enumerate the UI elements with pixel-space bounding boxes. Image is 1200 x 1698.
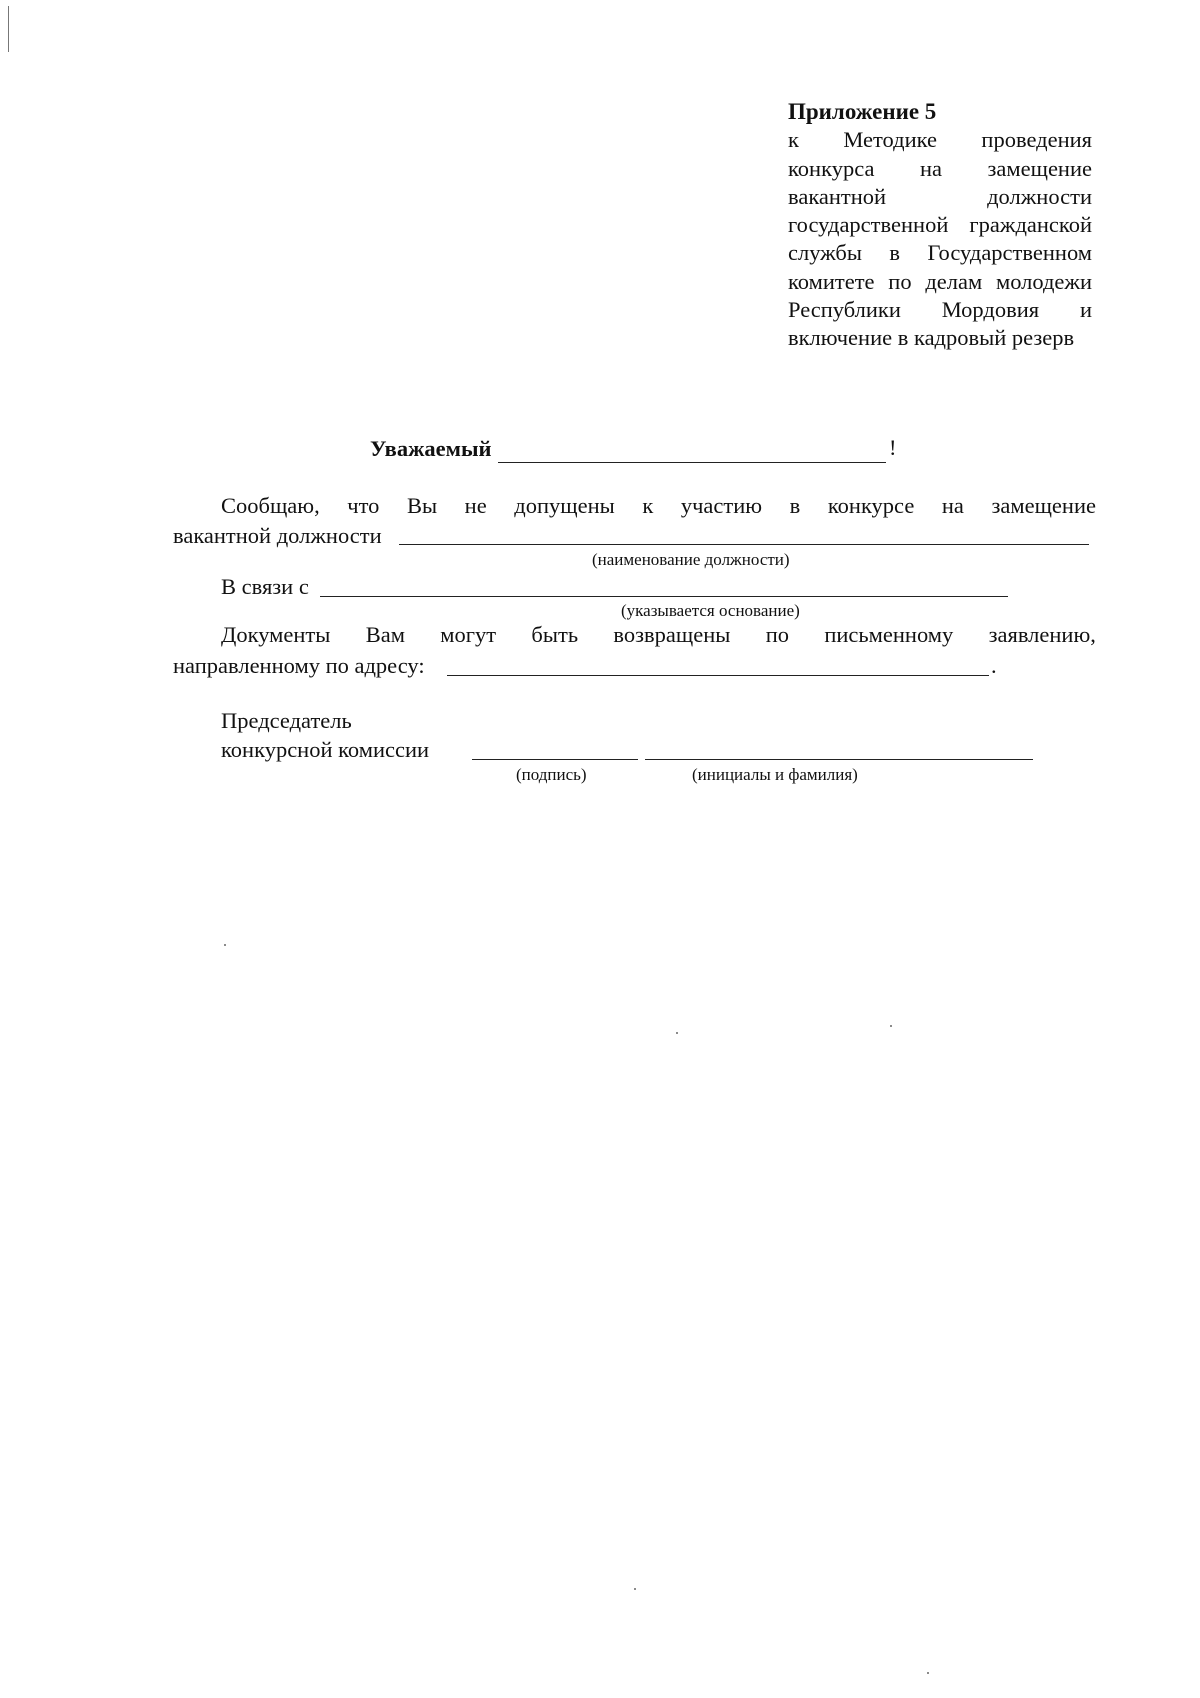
initials-surname-blank: [645, 759, 1033, 760]
appendix-line: Республики Мордовия и: [788, 297, 1092, 323]
chairman-title-line2: конкурсной комиссии: [221, 737, 430, 762]
word: Вам: [365, 622, 405, 647]
appendix-line: службы в Государственном: [788, 240, 1092, 266]
chairman-title-line1: Председатель: [221, 708, 352, 733]
word: заявлению,: [988, 622, 1096, 647]
caption-position: (наименование должности): [592, 550, 790, 569]
paragraph2-line2: направленному по адресу:: [173, 653, 425, 678]
appendix-line: комитете по делам молодежи: [788, 268, 1092, 294]
appendix-line: государственной гражданской: [788, 212, 1092, 238]
caption-reason: (указывается основание): [621, 601, 800, 620]
word: участию: [680, 493, 763, 518]
recipient-name-blank: [498, 462, 886, 463]
scan-edge-mark: [8, 6, 9, 52]
scan-speck: [224, 944, 226, 946]
appendix-block: [788, 98, 1092, 353]
address-blank: [447, 675, 989, 676]
appendix-title: Приложение 5: [788, 99, 937, 124]
word: замещение: [991, 493, 1096, 518]
reason-blank: [320, 596, 1008, 597]
word: быть: [531, 622, 579, 647]
paragraph1-line2: вакантной должности: [173, 523, 382, 548]
word: не: [464, 493, 487, 518]
paragraph1-line1: [221, 493, 1096, 519]
position-name-blank: [399, 544, 1089, 545]
scan-speck: [634, 1588, 636, 1590]
appendix-line: вакантной должности: [788, 183, 1092, 209]
caption-name: (инициалы и фамилия): [692, 765, 858, 784]
appendix-line: включение в кадровый резерв: [788, 325, 1075, 351]
word: что: [347, 493, 380, 518]
greeting-exclamation: !: [889, 435, 897, 460]
word: Сообщаю,: [221, 493, 320, 518]
word: на: [941, 493, 964, 518]
word: по: [765, 622, 789, 647]
word: Вы: [406, 493, 438, 518]
word: допущены: [514, 493, 615, 518]
greeting-label: Уважаемый: [370, 436, 492, 461]
word: письменному: [824, 622, 954, 647]
paragraph2-period: .: [991, 653, 997, 678]
caption-signature: (подпись): [516, 765, 587, 784]
paragraph2-line1: [221, 622, 1096, 648]
reason-label: В связи с: [221, 574, 309, 599]
signature-blank: [472, 759, 638, 760]
word: могут: [440, 622, 497, 647]
appendix-line: к Методике проведения: [788, 127, 1092, 153]
word: к: [642, 493, 654, 518]
appendix-line: конкурса на замещение: [788, 155, 1092, 181]
word: Документы: [221, 622, 331, 647]
scan-speck: [676, 1032, 678, 1034]
scan-speck: [890, 1025, 892, 1027]
word: возвращены: [613, 622, 731, 647]
word: конкурсе: [827, 493, 915, 518]
scan-speck: [927, 1672, 929, 1674]
word: в: [789, 493, 801, 518]
